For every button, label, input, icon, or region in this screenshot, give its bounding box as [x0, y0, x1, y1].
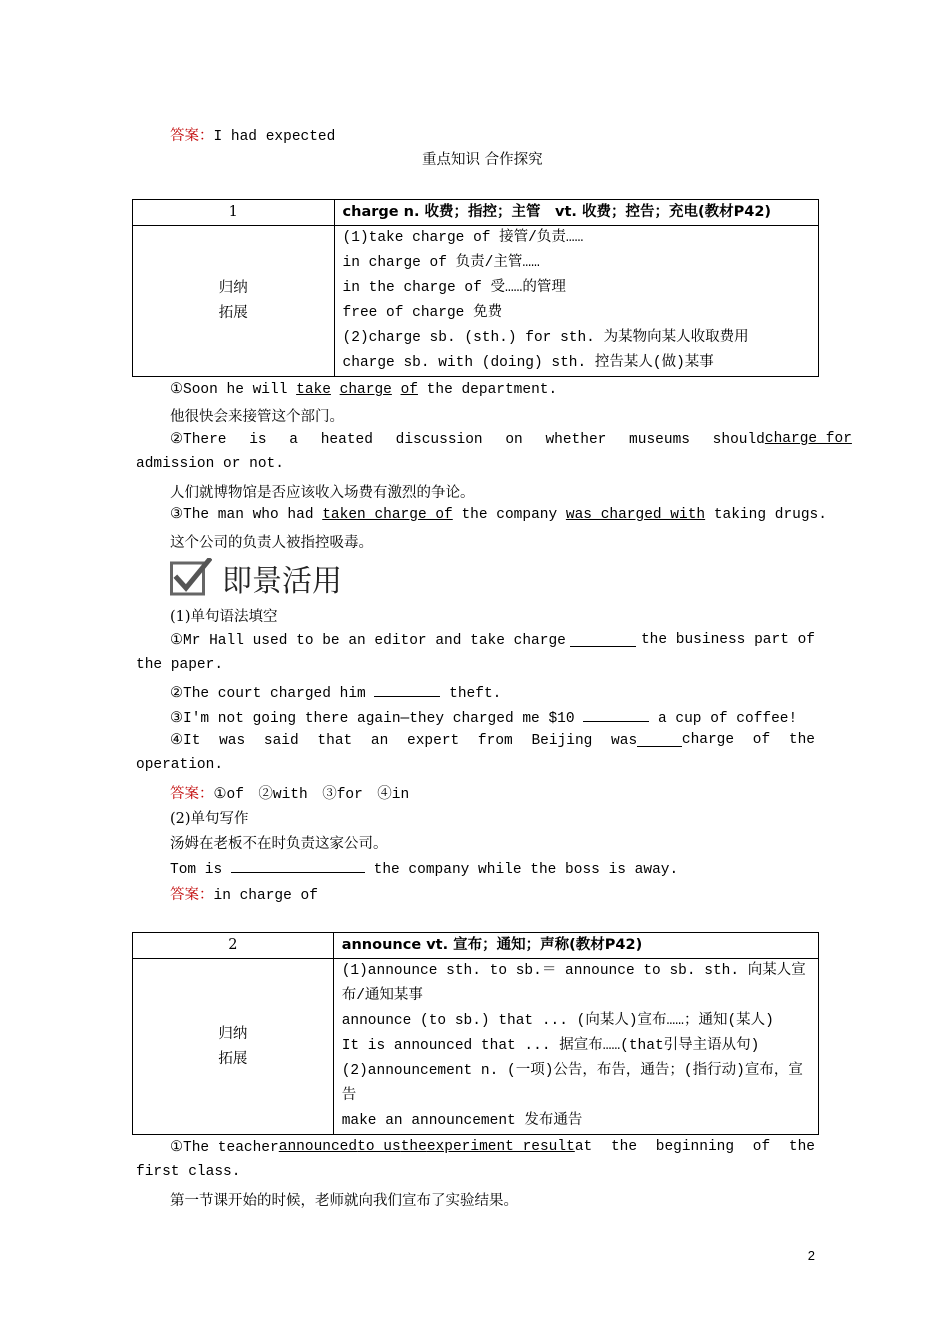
label-line: 拓展 [218, 1050, 248, 1067]
text: ③The man who had [170, 507, 323, 523]
content-line: (2)charge sb. (sth.) for sth. 为某物向某人收取费用 [342, 330, 749, 346]
label-line: 拓展 [218, 305, 248, 321]
exercise-question [170, 858, 678, 878]
table-headword: charge n. 收费；指控；主管 vt. 收费；控告；充电(教材P42) [334, 200, 818, 226]
label-line: 归纳 [218, 1025, 248, 1042]
table-row [133, 933, 819, 959]
text: Tom is [170, 862, 223, 878]
answer-label: 答案： [170, 128, 214, 144]
exercise-question [170, 732, 815, 749]
example-sentence [170, 506, 827, 523]
example-sentence [170, 431, 852, 448]
checkmark-box-icon [170, 558, 212, 596]
exercise-question [170, 707, 797, 727]
answer-text: in charge of [213, 888, 318, 904]
exercise-question [170, 682, 501, 702]
table-row [133, 959, 819, 1135]
text: the company while the boss is away. [373, 862, 679, 878]
content-line: (1)take charge of 接管/负责…… [342, 230, 584, 246]
text: ①Mr Hall used to be an editor and take charge [170, 633, 566, 649]
answer-blank [637, 732, 682, 747]
underlined-text: take [296, 382, 331, 398]
exercise-title: (1)单句语法填空 [170, 609, 278, 625]
example-translation: 他很快会来接管这个部门。 [170, 409, 344, 425]
text: the business part of [640, 632, 815, 648]
underlined-text: taken charge of [322, 507, 453, 523]
text: charge of the [681, 732, 815, 748]
table-left-label [133, 959, 334, 1135]
text: ③I'm not going there again—they charged me $10 [170, 711, 575, 727]
text: theft. [449, 686, 502, 702]
answer-blank [374, 682, 440, 697]
answer-line [170, 782, 409, 803]
example-continued: first class. [136, 1164, 241, 1180]
table-content [333, 959, 818, 1135]
practice-heading: 即景活用 [222, 564, 342, 599]
content-line: charge sb. with (doing) sth. 控告某人(做)某事 [342, 355, 714, 371]
example-continued: admission or not. [136, 456, 284, 472]
example-sentence [170, 381, 557, 398]
answer-blank [231, 858, 365, 873]
answer-label: 答案： [170, 786, 214, 802]
label-line: 归纳 [218, 280, 248, 296]
content-line: It is announced that ... 据宣布……(that引导主语从句) [341, 1038, 760, 1054]
answer-blank [583, 707, 649, 722]
table-number: 2 [133, 933, 334, 959]
exercise-continued: operation. [136, 757, 224, 773]
content-line: in the charge of 受……的管理 [342, 280, 566, 296]
underlined-text: experiment result [426, 1139, 575, 1155]
section-title: 重点知识 合作探究 [422, 152, 543, 168]
underlined-text: announced [278, 1139, 358, 1155]
text: the department. [417, 382, 558, 398]
exercise-prompt: 汤姆在老板不在时负责这家公司。 [170, 836, 388, 852]
content-line: free of charge 免费 [342, 305, 503, 321]
content-line: make an announcement 发布通告 [341, 1113, 583, 1129]
underlined-text: of [400, 382, 418, 398]
text: a cup of coffee! [657, 711, 798, 727]
text: taking drugs. [705, 507, 827, 523]
table-row [133, 226, 819, 377]
table-row [133, 200, 819, 226]
table-left-label [133, 226, 335, 377]
exercise-continued: the paper. [136, 657, 224, 673]
example-translation: 人们就博物馆是否应该收入场费有激烈的争论。 [170, 485, 475, 501]
content-line: (2)announcement n. (一项)公告，布告，通告；(指行动)宣布，宣告 [341, 1063, 803, 1104]
exercise-question [170, 632, 815, 649]
text: ②There is a heated discussion on whether museums should [170, 432, 765, 448]
example-translation: 第一节课开始的时候，老师就向我们宣布了实验结果。 [170, 1193, 518, 1209]
answer-line [170, 124, 335, 145]
exercise-title: (2)单句写作 [170, 811, 249, 827]
text: ①The teacher [170, 1140, 279, 1156]
text: at the beginning of the [574, 1139, 815, 1155]
underlined-text: was charged with [565, 507, 706, 523]
content-line: (1)announce sth. to sb.＝ announce to sb. sth. 向某人宣布/通知某事 [341, 963, 806, 1004]
text: ①Soon he will [170, 382, 297, 398]
table-content [334, 226, 818, 377]
page-number: 2 [807, 1248, 815, 1263]
knowledge-table-1 [132, 199, 819, 377]
example-sentence [170, 1139, 815, 1156]
underlined-text: the [400, 1139, 427, 1155]
text: ④It was said that an expert from Beijing was [170, 733, 638, 749]
text: the company [452, 507, 566, 523]
answer-blank [570, 632, 636, 647]
knowledge-table-2 [132, 932, 819, 1135]
example-translation: 这个公司的负责人被指控吸毒。 [170, 535, 373, 551]
table-headword: announce vt. 宣布；通知；声称(教材P42) [333, 933, 818, 959]
answer-text: I had expected [213, 129, 336, 145]
answer-text: ①of ②with ③for ④in [213, 787, 410, 803]
table-number: 1 [133, 200, 335, 226]
content-line: in charge of 负责/主管…… [342, 255, 540, 271]
answer-label: 答案： [170, 887, 214, 903]
underlined-text: to us [357, 1139, 401, 1155]
answer-line [170, 883, 318, 904]
underlined-text: charge [339, 382, 392, 398]
underlined-text: charge for [764, 431, 852, 447]
content-line: announce (to sb.) that ... (向某人)宣布……；通知(某人) [341, 1013, 774, 1029]
text: ②The court charged him [170, 686, 366, 702]
